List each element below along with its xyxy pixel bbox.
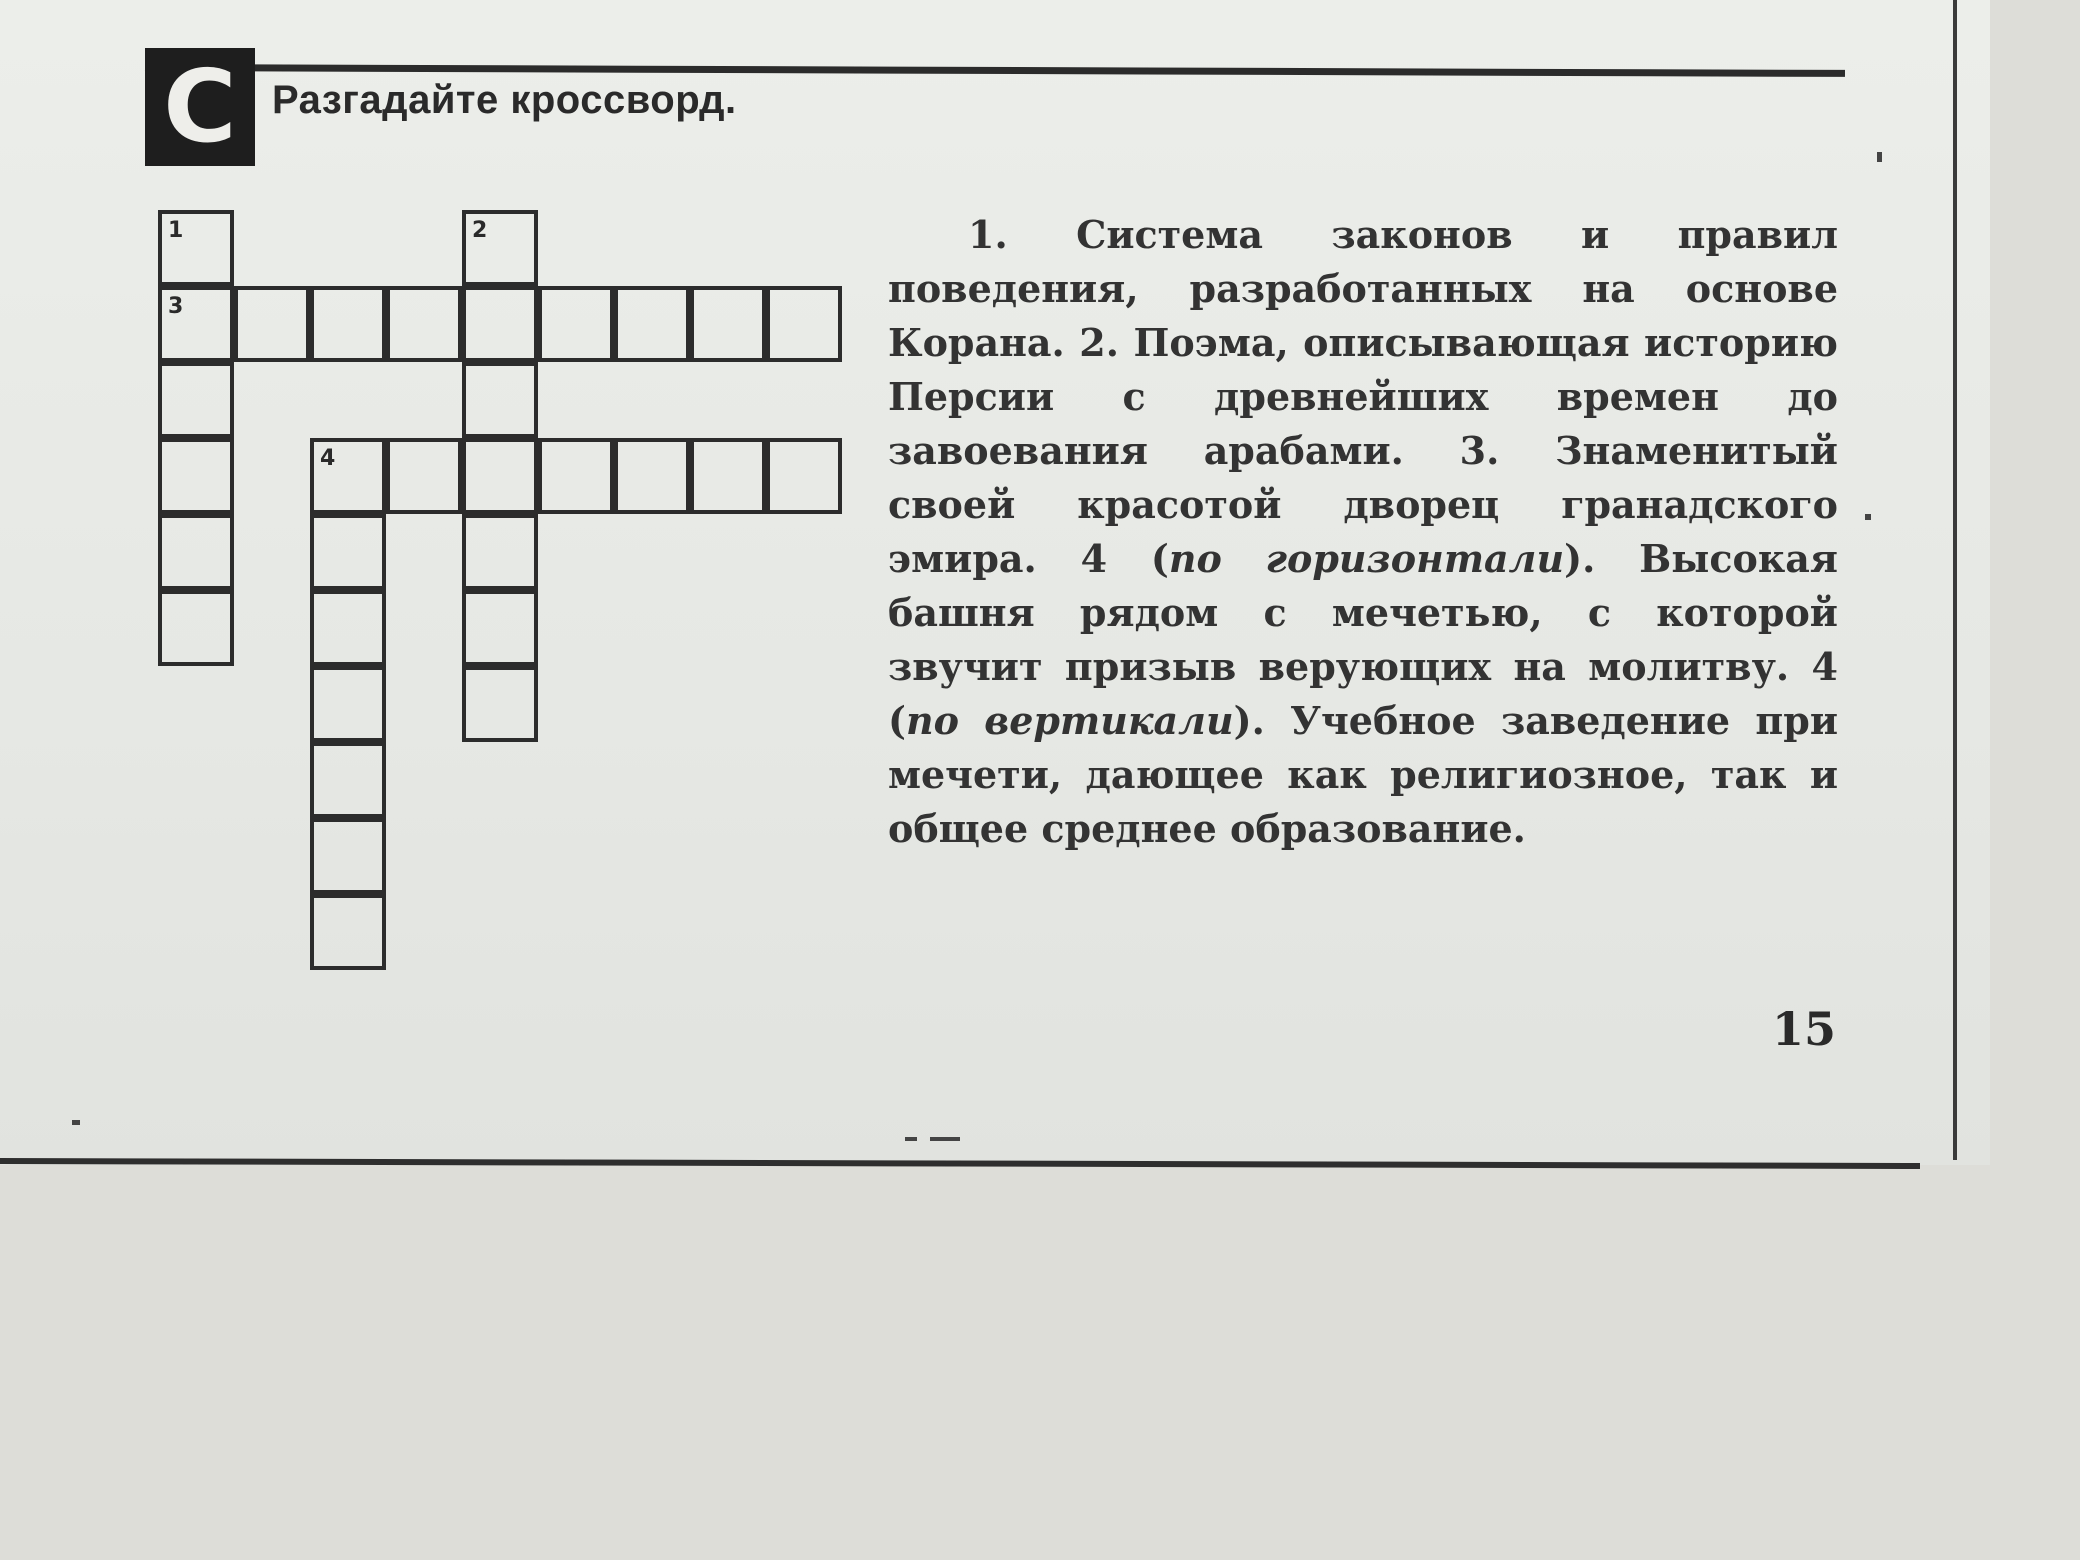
crossword-cell[interactable] bbox=[462, 590, 538, 666]
crossword-cell[interactable] bbox=[310, 514, 386, 590]
clue-number-4: 4 bbox=[320, 446, 336, 471]
clue-text-segment: ). Высокая башня рядом с мечетью, с которой звучит призыв верующих на молитву. 4 ( bbox=[888, 536, 1838, 743]
crossword-cell[interactable] bbox=[310, 590, 386, 666]
crossword-cell[interactable] bbox=[234, 286, 310, 362]
task-title: Разгадайте кроссворд. bbox=[272, 78, 737, 122]
crossword-cell[interactable] bbox=[538, 286, 614, 362]
crossword-cell[interactable] bbox=[462, 362, 538, 438]
crossword-cell[interactable] bbox=[614, 438, 690, 514]
right-border bbox=[1953, 0, 1957, 1160]
clues-text bbox=[888, 208, 1838, 856]
crossword-cell[interactable] bbox=[462, 438, 538, 514]
clue-number-1: 1 bbox=[168, 218, 184, 243]
clue-number-3: 3 bbox=[168, 294, 184, 319]
crossword-cell[interactable] bbox=[766, 286, 842, 362]
print-speck bbox=[72, 1120, 80, 1125]
crossword-cell[interactable] bbox=[310, 666, 386, 742]
crossword-cell[interactable] bbox=[386, 286, 462, 362]
crossword-cell[interactable] bbox=[462, 286, 538, 362]
crossword-cell[interactable] bbox=[158, 590, 234, 666]
crossword-cell[interactable] bbox=[310, 894, 386, 970]
clues-paragraph bbox=[888, 208, 1838, 856]
bottom-rule bbox=[0, 1158, 1920, 1169]
crossword-cell[interactable] bbox=[766, 438, 842, 514]
clue-number-2: 2 bbox=[472, 218, 488, 243]
print-speck bbox=[905, 1137, 917, 1141]
crossword-cell[interactable] bbox=[310, 742, 386, 818]
clue-direction-italic: по горизонтали bbox=[1168, 536, 1565, 581]
clue-text-segment: ). Учебное заведение при мечети, дающее как религиозное, так и общее среднее образование. bbox=[888, 698, 1838, 851]
page-number: 15 bbox=[1772, 1002, 1837, 1056]
crossword-cell[interactable] bbox=[462, 514, 538, 590]
crossword-cell[interactable] bbox=[538, 438, 614, 514]
crossword-cell[interactable] bbox=[386, 438, 462, 514]
crossword-cell[interactable] bbox=[462, 666, 538, 742]
print-speck bbox=[930, 1137, 960, 1141]
clue-text-segment: 1. Система законов и правил поведения, разработанных на основе Корана. 2. Поэма, описывающая историю Персии с древнейших времен до завоевания арабами. 3. Знаменитый своей красотой дворец гранадского эмира. 4 ( bbox=[888, 212, 1838, 581]
crossword-cell[interactable] bbox=[158, 362, 234, 438]
crossword-cell[interactable] bbox=[614, 286, 690, 362]
print-speck bbox=[1877, 152, 1882, 162]
crossword-cell[interactable] bbox=[690, 286, 766, 362]
clue-direction-italic: по вертикали bbox=[905, 698, 1234, 743]
crossword-cell[interactable] bbox=[158, 514, 234, 590]
print-speck bbox=[1865, 514, 1871, 520]
crossword-cell[interactable] bbox=[310, 286, 386, 362]
crossword-cell[interactable] bbox=[690, 438, 766, 514]
section-badge: C bbox=[145, 48, 255, 166]
crossword-cell[interactable] bbox=[310, 818, 386, 894]
crossword-cell[interactable] bbox=[158, 438, 234, 514]
top-rule bbox=[145, 64, 1845, 77]
